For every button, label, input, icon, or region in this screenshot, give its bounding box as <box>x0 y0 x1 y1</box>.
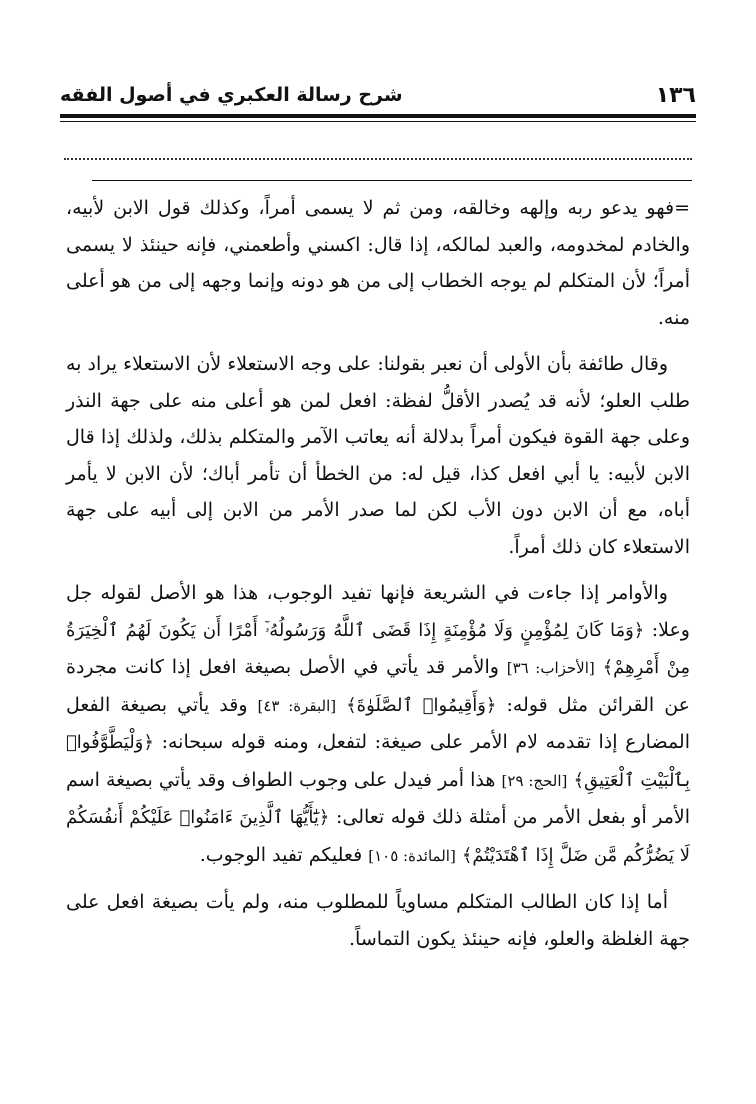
quran-verse-3: ﴿وَلْيَطَّوَّفُوا۟ بِٱلْبَيْتِ ٱلْعَتِيقِ﴾ <box>66 732 691 791</box>
page-header <box>60 78 696 112</box>
dotted-separator <box>64 158 692 160</box>
verse-reference-1: [الأحزاب: ٣٦] <box>506 659 595 677</box>
running-title: شرح رسالة العكبري في أصول الفقه <box>60 84 403 106</box>
footnote-rule <box>92 180 692 181</box>
paragraph-2: وقال طائفة بأن الأولى أن نعبر بقولنا: على وجه الاستعلاء لأن الاستعلاء يراد به طلب العلو؛ لأنه قد يُصدر الأقلُّ لفظة: افعل لمن هو أعلى منه على جهة النذر وعلى جهة القوة فيكون أمراً بدلالة أنه يعاتب الآمر والمتكلم بذلك، ولذلك إذا قال الابن لأبيه: يا أبي افعل كذا، قيل له: من الخطأ أن تأمر أباك؛ لأن الابن لا يأمر أباه، مع أن الابن دون الأب لكن لما صدر الأمر من الابن إلى أبيه على جهة الاستعلاء كان ذلك أمراً. <box>66 353 690 558</box>
paragraph-3-text-d: هذا أمر فيدل على وجوب الطواف وقد يأتي بصيغة اسم الأمر أو بفعل الأمر من أمثلة ذلك قوله تعالى: <box>66 768 690 828</box>
paragraph-3-text-a: والأوامر إذا جاءت في الشريعة فإنها تفيد الوجوب، هذا هو الأصل لقوله جل وعلا: <box>66 582 690 641</box>
body-text <box>66 190 690 967</box>
paragraph-3-text-c: وقد يأتي بصيغة الفعل المضارع إذا تقدمه لام الأمر على صيغة: لتفعل، ومنه قوله سبحانه: <box>66 693 690 753</box>
quran-verse-4: ﴿يَٰٓأَيُّهَا ٱلَّذِينَ ءَامَنُوا۟ عَلَيْكُمْ أَنفُسَكُمْ لَا يَضُرُّكُم مَّن ضَلَّ إِذَا ٱهْتَدَيْتُمْ﴾ <box>66 807 690 866</box>
page-number: ١٣٦ <box>655 82 696 108</box>
verse-reference-3: [الحج: ٢٩] <box>501 771 568 790</box>
header-rule-thick <box>60 114 696 118</box>
paragraph-4: أما إذا كان الطالب المتكلم مساوياً للمطلوب منه، ولم يأت بصيغة افعل على جهة الغلظة والعلو، فإنه حينئذ يكون التماساً. <box>66 891 690 950</box>
verse-reference-2: [البقرة: ٤٣] <box>257 696 337 715</box>
header-rule-thin <box>60 121 696 122</box>
paragraph-3-text-b: والأمر قد يأتي في الأصل بصيغة افعل إذا كانت مجردة عن القرائن مثل قوله: <box>66 656 690 716</box>
quran-verse-1: ﴿وَمَا كَانَ لِمُؤْمِنٍ وَلَا مُؤْمِنَةٍ إِذَا قَضَى ٱللَّهُ وَرَسُولُهُۥٓ أَمْرًا أَن يَكُونَ لَهُمُ ٱلْخِيَرَةُ مِنْ أَمْرِهِمْ﴾ <box>66 619 691 678</box>
paragraph-1: =فهو يدعو ربه وإلهه وخالقه، ومن ثم لا يسمى أمراً، وكذلك قول الابن لأبيه، والخادم لمخدومه، والعبد لمالكه، إذا قال: اكسني وأطعمني، فإنه حينئذ لا يسمى أمراً؛ لأن المتكلم لم يوجه الخطاب إلى من هو دونه وإنما وجهه إلى من هو أعلى منه. <box>66 197 690 329</box>
quran-verse-2: ﴿وَأَقِيمُوا۟ ٱلصَّلَوٰةَ﴾ <box>346 694 497 716</box>
verse-reference-4: [المائدة: ١٠٥] <box>368 846 456 865</box>
paragraph-3-text-e: فعليكم تفيد الوجوب. <box>199 843 363 866</box>
paragraph-3 <box>66 575 690 874</box>
